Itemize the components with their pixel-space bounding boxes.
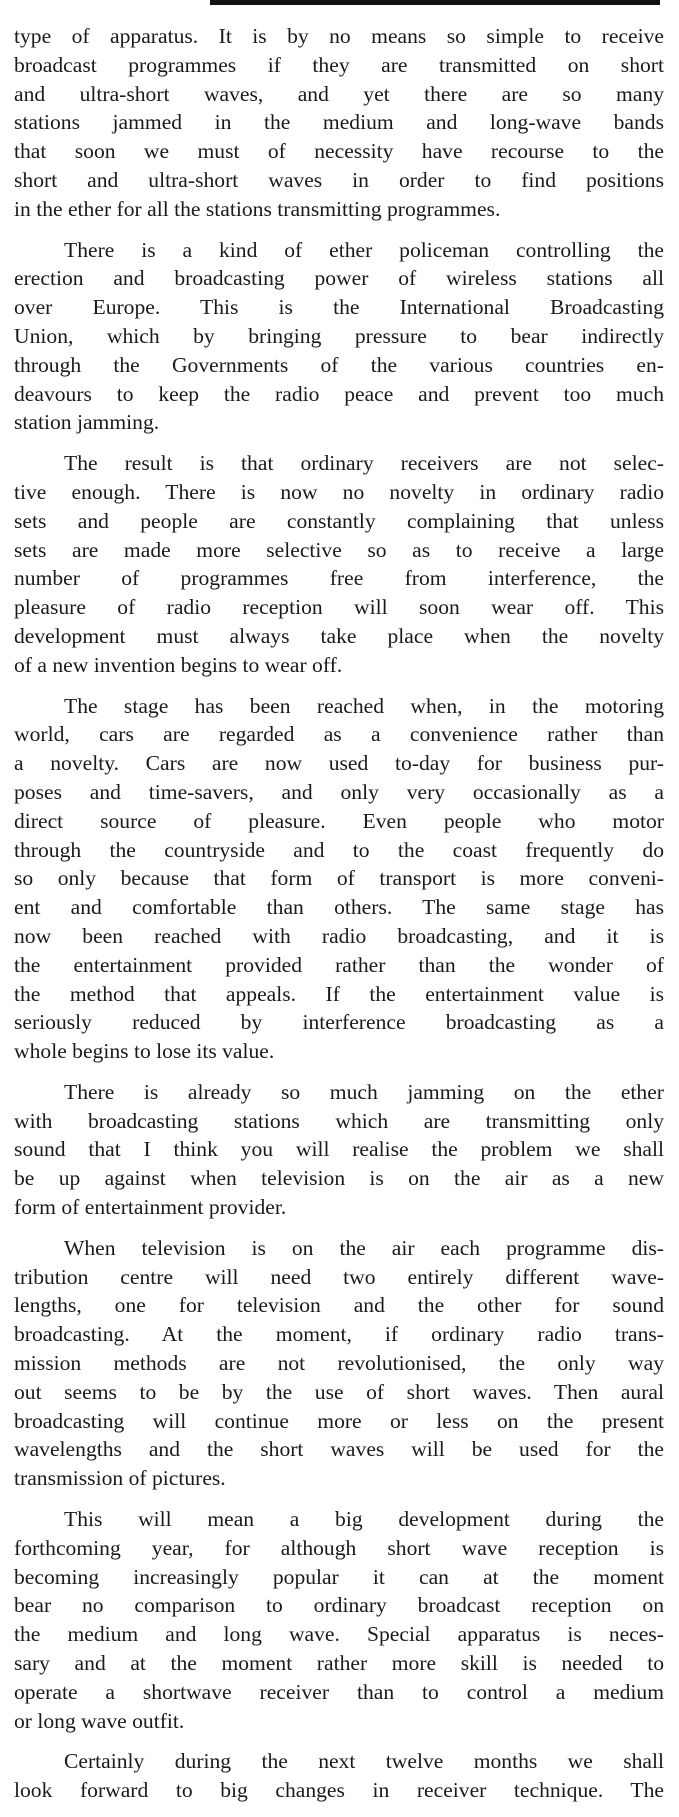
text-line: the medium and long wave. Special apparatus is neces- [14,1622,664,1647]
text-line: in the ether for all the stations transmitting programmes. [14,196,501,221]
paragraph [14,1078,664,1222]
text-line: wavelengths and the short waves will be used for the [14,1437,664,1462]
paragraph [14,22,664,224]
text-line: There is a kind of ether policeman controlling the [64,237,664,262]
text-line: that soon we must of necessity have recourse to the [14,139,664,164]
text-line: form of entertainment provider. [14,1195,287,1220]
text-line: This will mean a big development during the [64,1507,664,1532]
text-line: out seems to be by the use of short waves. Then aural [14,1379,664,1404]
text-line: forthcoming year, for although short wave reception is [14,1535,664,1560]
text-line: ent and comfortable than others. The same stage has [14,895,664,920]
text-line: type of apparatus. It is by no means so simple to receive [14,24,664,48]
text-line: whole begins to lose its value. [14,1039,275,1064]
text-line: the entertainment provided rather than the wonder of [14,952,664,977]
text-line: number of programmes free from interference, the [14,566,664,591]
text-line: over Europe. This is the International Broadcasting [14,295,664,320]
text-line: pleasure of radio reception will soon wear off. This [14,595,664,620]
text-line: and ultra-short waves, and yet there are so many [14,81,664,106]
text-line: with broadcasting stations which are transmitting only [14,1108,664,1133]
text-line: through the Governments of the various countries en- [14,352,664,377]
text-line: lengths, one for television and the other for sound [14,1293,664,1318]
text-line: operate a shortwave receiver than to control a medium [14,1679,664,1704]
text-line: of a new invention begins to wear off. [14,652,343,677]
paragraph [14,1505,664,1735]
text-line: The result is that ordinary receivers are not selec- [64,451,664,476]
text-line: Certainly during the next twelve months we shall [64,1749,664,1774]
text-line: sound that I think you will realise the problem we shall [14,1137,664,1162]
text-line: sets and people are constantly complaining that unless [14,508,664,533]
text-line: seriously reduced by interference broadcasting as a [14,1010,664,1035]
text-line: through the countryside and to the coast frequently do [14,837,664,862]
text-line: erection and broadcasting power of wireless stations all [14,266,664,291]
text-line: tive enough. There is now no novelty in ordinary radio [14,479,664,504]
text-line: look forward to big changes in receiver technique. The [14,1778,664,1803]
text-line: world, cars are regarded as a convenience rather than [14,722,664,747]
text-line: direct source of pleasure. Even people who motor [14,808,664,833]
text-line: a novelty. Cars are now used to-day for business pur- [14,751,664,776]
text-line: tribution centre will need two entirely different wave- [14,1264,664,1289]
paragraph [14,236,664,438]
article-body [14,22,664,1817]
text-line: broadcasting. At the moment, if ordinary radio trans- [14,1322,664,1347]
text-line: be up against when television is on the air as a new [14,1166,664,1191]
text-line: development must always take place when the novelty [14,623,664,648]
text-line: the method that appeals. If the entertainment value is [14,981,664,1006]
text-line: or long wave outfit. [14,1708,185,1733]
text-line: bear no comparison to ordinary broadcast reception on [14,1593,664,1618]
paragraph [14,1747,664,1805]
text-line: now been reached with radio broadcasting, and it is [14,923,664,948]
text-line: The stage has been reached when, in the motoring [64,693,664,718]
paragraph [14,449,664,679]
text-line: station jamming. [14,410,160,435]
text-line: There is already so much jamming on the ether [64,1079,664,1104]
text-line: transmission of pictures. [14,1466,226,1491]
text-line: mission methods are not revolutionised, the only way [14,1351,664,1376]
text-line: becoming increasingly popular it can at the moment [14,1564,664,1589]
text-line: Union, which by bringing pressure to bear indirectly [14,323,664,348]
text-line: sary and at the moment rather more skill is needed to [14,1651,664,1676]
text-line: poses and time-savers, and only very occasionally as a [14,779,664,804]
text-line: so only because that form of transport is more conveni- [14,866,664,891]
text-line: broadcast programmes if they are transmitted on short [14,52,664,77]
text-line: When television is on the air each programme dis- [64,1235,664,1260]
text-line: broadcasting will continue more or less on the present [14,1408,664,1433]
text-line: sets are made more selective so as to receive a large [14,537,664,562]
paragraph [14,1234,664,1493]
text-line: deavours to keep the radio peace and prevent too much [14,381,664,406]
text-line: short and ultra-short waves in order to find positions [14,167,664,192]
top-rule [210,0,660,5]
text-line: stations jammed in the medium and long-wave bands [14,110,664,135]
paragraph [14,692,664,1066]
